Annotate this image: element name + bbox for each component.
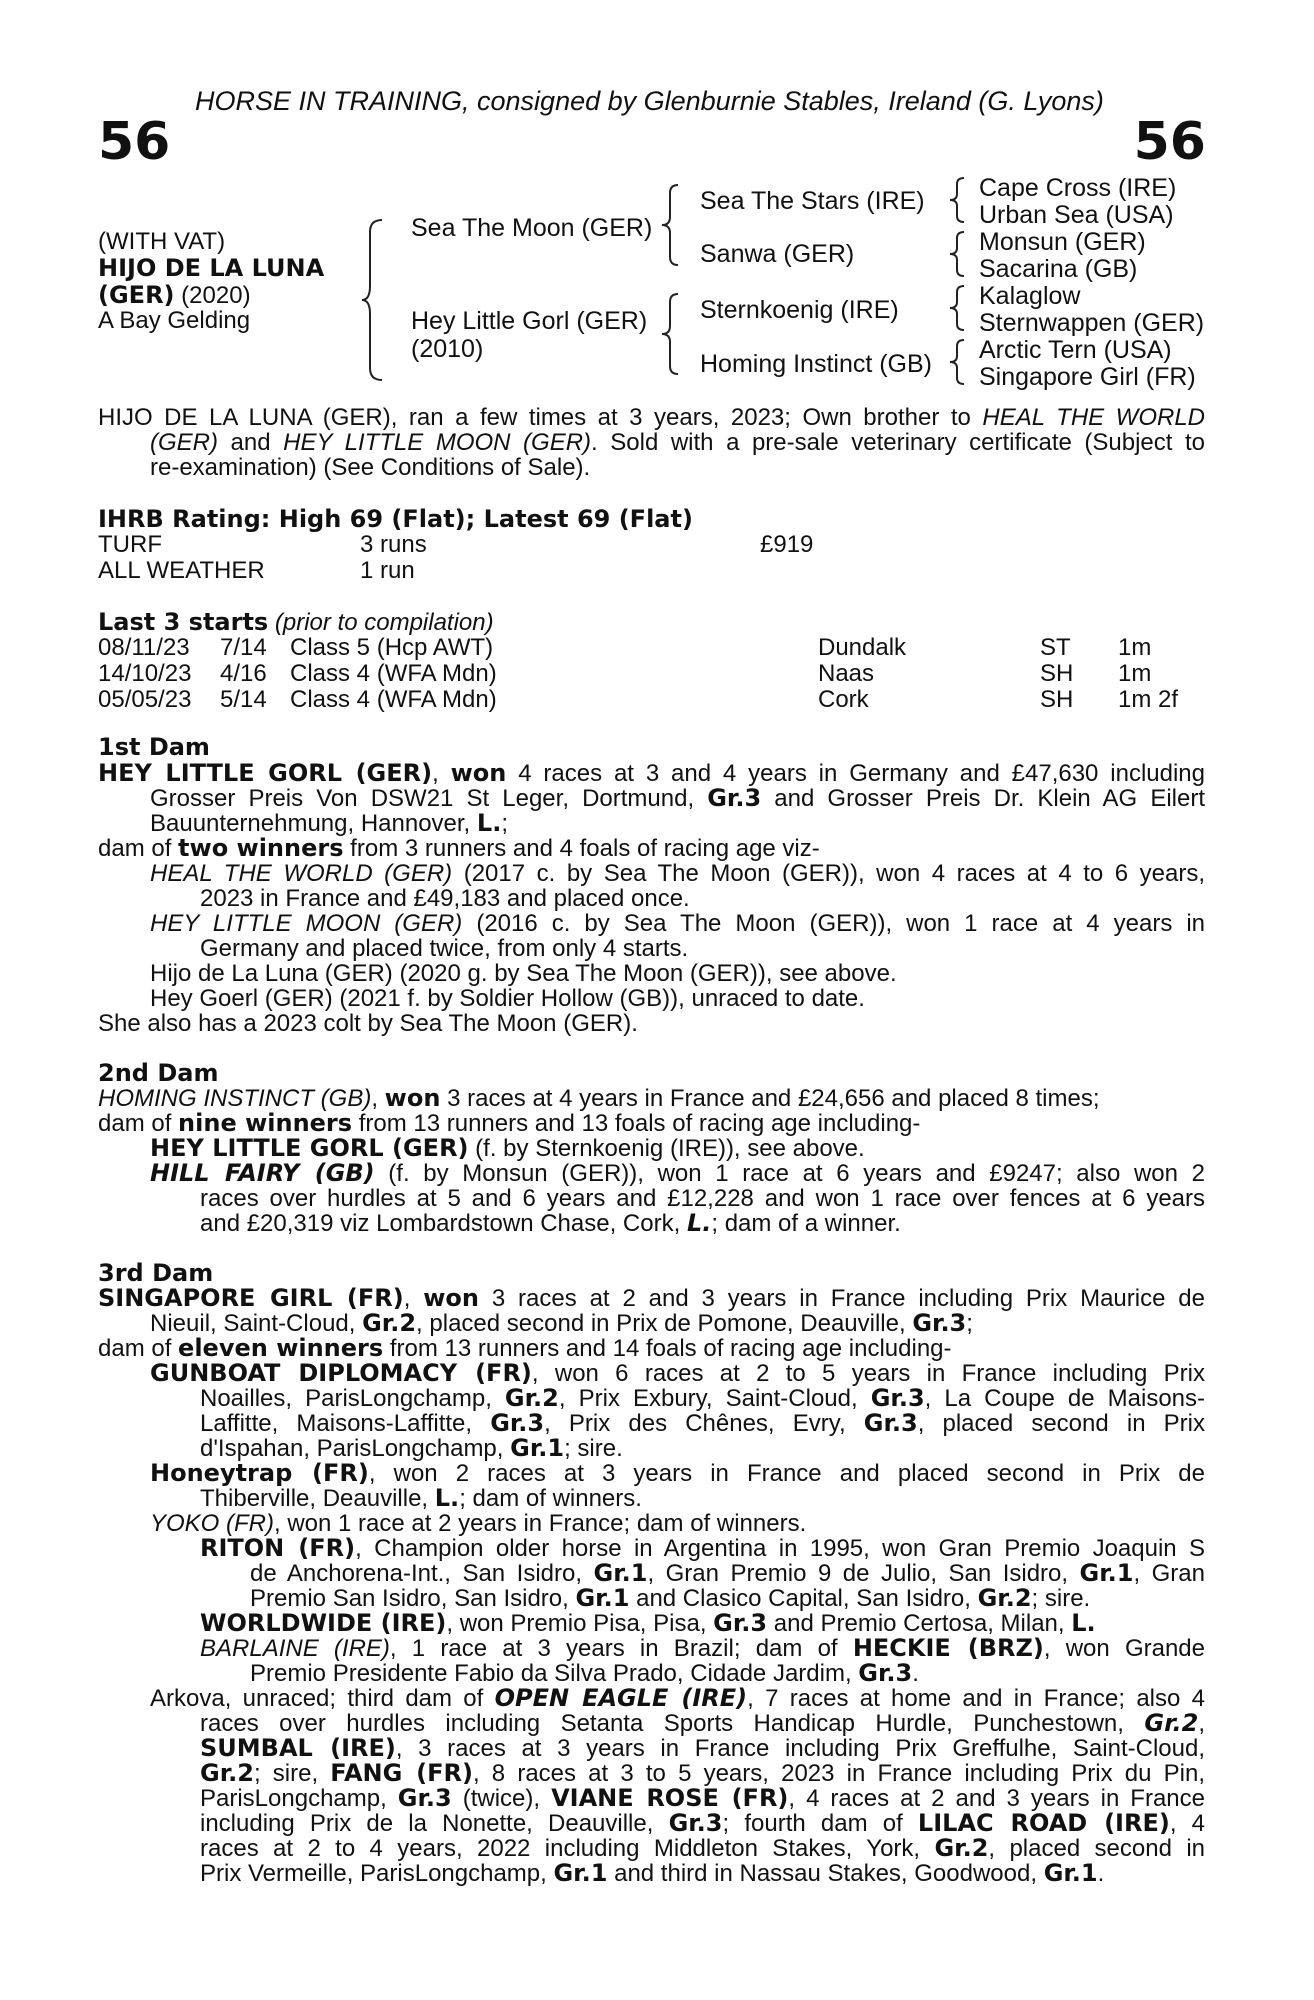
intro-text: HIJO DE LA LUNA (GER), ran a few times at 3 years, 2023; Own brother to <box>98 404 983 431</box>
horse-year: (2020) <box>174 282 251 309</box>
pedigree-sire: Sea The Moon (GER) <box>411 214 653 242</box>
text: including Prix de la Nonette, Deauville, <box>200 1810 669 1837</box>
dam1-heading: 1st Dam <box>98 733 210 761</box>
offspring-name: SUMBAL (IRE) <box>200 1734 396 1762</box>
grade: Gr.1 <box>575 1584 630 1612</box>
offspring-name: OPEN EAGLE (IRE) <box>494 1684 748 1712</box>
offspring-name: VIANE ROSE (FR) <box>551 1784 789 1812</box>
intro-line-3: re-examination) (See Conditions of Sale). <box>150 454 591 481</box>
dam3-line <box>98 1286 1205 1312</box>
dam1-line <box>150 786 1205 812</box>
text: , won 2 races at 3 years in France and placed second in Prix de <box>368 1460 1206 1487</box>
dam3-line <box>200 1711 1205 1737</box>
grade: Gr.2 <box>362 1309 417 1337</box>
pedigree-dss: Kalaglow <box>979 282 1081 310</box>
text: , <box>1198 1710 1205 1737</box>
text: ParisLongchamp, <box>200 1785 398 1812</box>
sibling-name: HEAL THE WORLD <box>982 404 1205 431</box>
offspring-name: FANG (FR) <box>330 1759 473 1787</box>
dam2-line <box>98 1111 920 1137</box>
grade: Gr.2 <box>200 1759 254 1787</box>
won-label: won <box>423 1284 479 1312</box>
offspring-name: RITON (FR) <box>200 1534 356 1562</box>
dam-name: HOMING INSTINCT (GB) <box>98 1085 372 1112</box>
intro-text: . Sold with a pre-sale veterinary certificate (Subject to <box>591 429 1205 456</box>
dam1-line <box>150 861 1205 887</box>
grade: Gr.2 <box>977 1584 1032 1612</box>
text: races over hurdles including Setanta Sports Handicap Hurdle, Punchestown, <box>200 1710 1145 1737</box>
dam1-line: Germany and placed twice, from only 4 starts. <box>200 935 689 962</box>
grade: Gr.3 <box>397 1784 452 1812</box>
text: ; sire. <box>564 1435 623 1462</box>
text: , 4 races at 2 and 3 years in France <box>788 1785 1205 1812</box>
start-class: Class 5 (Hcp AWT) <box>290 634 494 661</box>
text: 3 races at 2 and 3 years in France including Prix Maurice de <box>479 1285 1205 1312</box>
horse-description: A Bay Gelding <box>98 307 251 334</box>
text: , Prix Exbury, Saint-Cloud, <box>558 1385 871 1412</box>
text: Laffitte, Maisons-Laffitte, <box>200 1410 491 1437</box>
intro-text: and <box>218 429 284 456</box>
dam2-line <box>98 1086 1099 1112</box>
text: ; <box>966 1310 973 1337</box>
text: , 3 races at 3 years in France including Prix Greffulhe, Saint-Cloud, <box>395 1735 1205 1762</box>
text: , won Premio Pisa, Pisa, <box>446 1610 714 1637</box>
start-distance: 1m <box>1118 634 1152 661</box>
grade: L. <box>686 1209 712 1237</box>
sibling-name: HEY LITTLE MOON (GER) <box>283 429 592 456</box>
dam3-line <box>150 1686 1205 1712</box>
dam3-line <box>150 1461 1205 1487</box>
text: dam of <box>98 1110 179 1137</box>
dam3-line <box>150 1511 806 1537</box>
pedigree-dds: Arctic Tern (USA) <box>979 336 1172 364</box>
dam1-line: Hijo de La Luna (GER) (2020 g. by Sea The Moon (GER)), see above. <box>150 960 897 987</box>
pedigree-brace-sd <box>948 230 976 280</box>
grade: Gr.2 <box>1144 1709 1199 1737</box>
pedigree-ddd: Singapore Girl (FR) <box>979 363 1196 391</box>
pedigree-dam-dam: Homing Instinct (GB) <box>700 350 933 378</box>
dam3-line <box>200 1486 642 1512</box>
text: and Premio Certosa, Milan, <box>767 1610 1072 1637</box>
text: ; <box>501 810 508 837</box>
grade: L. <box>476 809 502 837</box>
grade: Gr.2 <box>934 1834 989 1862</box>
dam3-line <box>150 1361 1205 1387</box>
grade: L. <box>434 1484 460 1512</box>
offspring-name: WORLDWIDE (IRE) <box>200 1609 447 1637</box>
start-course: Naas <box>818 660 875 687</box>
start-date: 14/10/23 <box>98 660 192 687</box>
rating-runs-aw: 1 run <box>360 557 415 584</box>
intro-line-2 <box>150 430 1205 456</box>
start-going: SH <box>1040 660 1074 687</box>
rating-runs-turf: 3 runs <box>360 531 427 558</box>
grade: Gr.1 <box>510 1434 565 1462</box>
grade: Gr.3 <box>863 1409 918 1437</box>
intro-line-1 <box>98 405 1205 431</box>
pedigree-sdd: Sacarina (GB) <box>979 255 1138 283</box>
start-pos: 4/16 <box>220 660 267 687</box>
offspring-name: HILL FAIRY (GB) <box>150 1159 375 1187</box>
text: and Grosser Preis Dr. Klein AG Eilert <box>761 785 1205 812</box>
grade: Gr.2 <box>504 1384 559 1412</box>
dam3-line <box>250 1586 1090 1612</box>
dam2-heading: 2nd Dam <box>98 1059 219 1087</box>
dam2-line <box>150 1161 1205 1187</box>
grade: Gr.3 <box>668 1809 723 1837</box>
pedigree-dam-sire: Sternkoenig (IRE) <box>700 296 899 324</box>
text: d'Ispahan, ParisLongchamp, <box>200 1435 511 1462</box>
start-distance: 1m 2f <box>1118 686 1179 713</box>
grade: Gr.3 <box>870 1384 925 1412</box>
won-label: won <box>384 1084 441 1112</box>
dam3-line <box>200 1736 1205 1762</box>
vat-note: (WITH VAT) <box>98 228 226 255</box>
text: , <box>432 760 451 787</box>
rating-prize-turf: £919 <box>760 531 814 558</box>
offspring-name: HEAL THE WORLD (GER) <box>150 860 453 887</box>
text: , 8 races at 3 to 5 years, 2023 in France including Prix du Pin, <box>472 1760 1206 1787</box>
text: from 3 runners and 4 foals of racing age viz- <box>343 835 820 862</box>
text: . <box>912 1660 919 1687</box>
pedigree-brace-dam <box>660 292 690 377</box>
text: Noailles, ParisLongchamp, <box>200 1385 505 1412</box>
text: ; sire, <box>253 1760 331 1787</box>
text: Premio San Isidro, San Isidro, <box>250 1585 576 1612</box>
offspring-name: HEY LITTLE MOON (GER) <box>150 910 463 937</box>
pedigree-ssd: Urban Sea (USA) <box>979 201 1174 229</box>
dam3-line <box>200 1436 623 1462</box>
dam1-line <box>150 811 508 837</box>
dam1-line: Hey Goerl (GER) (2021 f. by Soldier Hollow (GB)), unraced to date. <box>150 985 865 1012</box>
pedigree-dam: Hey Little Gorl (GER) <box>411 307 648 335</box>
starts-title: Last 3 starts <box>98 608 269 636</box>
text: de Anchorena-Int., San Isidro, <box>250 1560 594 1587</box>
text: Prix Vermeille, ParisLongchamp, <box>200 1860 554 1887</box>
text: Nieuil, Saint-Cloud, <box>150 1310 363 1337</box>
dam1-line: 2023 in France and £49,183 and placed once. <box>200 885 690 912</box>
text: , won 1 race at 2 years in France; dam of winners. <box>274 1510 807 1537</box>
start-date: 05/05/23 <box>98 686 192 713</box>
text: ; fourth dam of <box>722 1810 918 1837</box>
start-going: ST <box>1040 634 1071 661</box>
text: , <box>371 1085 385 1112</box>
dam2-line <box>200 1211 901 1237</box>
text: from 13 runners and 14 foals of racing age including- <box>383 1335 952 1362</box>
grade: Gr.1 <box>1043 1859 1098 1887</box>
text: ; dam of winners. <box>459 1485 642 1512</box>
dam3-line <box>200 1411 1205 1437</box>
pedigree-dam-year: (2010) <box>411 335 484 363</box>
dam3-line <box>200 1386 1205 1412</box>
text: ; sire. <box>1031 1585 1091 1612</box>
grade: Gr.3 <box>713 1609 768 1637</box>
rating-title: IHRB Rating: High 69 (Flat); Latest 69 (Flat) <box>98 505 693 533</box>
text: , Gran Premio 9 de Julio, San Isidro, <box>647 1560 1080 1587</box>
grade: Gr.1 <box>1079 1559 1134 1587</box>
dam3-line <box>200 1811 1205 1837</box>
text: ; dam of a winner. <box>711 1210 901 1237</box>
text: and third in Nassau Stakes, Goodwood, <box>607 1860 1044 1887</box>
pedigree-brace-dd <box>948 338 976 388</box>
text: races at 2 to 4 years, 2022 including Middleton Stakes, York, <box>200 1835 935 1862</box>
grade: Gr.1 <box>593 1559 648 1587</box>
start-course: Dundalk <box>818 634 907 661</box>
text: , 1 race at 3 years in Brazil; dam of <box>389 1635 853 1662</box>
winners-count: eleven winners <box>178 1334 384 1362</box>
horse-name: HIJO DE LA LUNA <box>98 254 325 282</box>
grade: L. <box>1071 1609 1096 1637</box>
text: (f. by Sternkoenig (IRE)), see above. <box>468 1135 865 1162</box>
grade: Gr.3 <box>858 1659 913 1687</box>
text: Grosser Preis Von DSW21 St Leger, Dortmund, <box>150 785 708 812</box>
starts-title-line <box>98 608 494 637</box>
text: , won Grande <box>1043 1635 1206 1662</box>
pedigree-brace-ss <box>948 176 976 226</box>
pedigree-brace-sire <box>660 183 690 268</box>
text: , <box>403 1285 424 1312</box>
offspring-name: YOKO (FR) <box>150 1510 274 1537</box>
lot-number-right: 56 <box>1133 112 1206 172</box>
pedigree-brace-ds <box>948 284 976 334</box>
dam3-heading: 3rd Dam <box>98 1259 214 1287</box>
start-pos: 7/14 <box>220 634 267 661</box>
winners-count: nine winners <box>178 1109 353 1137</box>
offspring-name: HEY LITTLE GORL (GER) <box>150 1134 469 1162</box>
horse-origin-line <box>98 281 251 310</box>
text: , placed second in Prix de Pomone, Deauville, <box>416 1310 913 1337</box>
start-distance: 1m <box>1118 660 1152 687</box>
start-course: Cork <box>818 686 869 713</box>
text: Arkova, unraced; third dam of <box>150 1685 495 1712</box>
text: 3 races at 4 years in France and £24,656 and placed 8 times; <box>440 1085 1100 1112</box>
text: . <box>1097 1860 1105 1887</box>
dam3-line <box>150 1311 973 1337</box>
offspring-name: GUNBOAT DIPLOMACY (FR) <box>150 1359 532 1387</box>
grade: Gr.3 <box>490 1409 545 1437</box>
text: , won 6 races at 2 to 5 years in France including Prix <box>531 1360 1205 1387</box>
text: , 7 races at home and in France; also 4 <box>747 1685 1205 1712</box>
text: 4 races at 3 and 4 years in Germany and £47,630 including <box>506 760 1205 787</box>
text: Bauunternehmung, Hannover, <box>150 810 477 837</box>
dam1-line <box>150 911 1205 937</box>
text: , Champion older horse in Argentina in 1995, won Gran Premio Joaquin S <box>355 1535 1206 1562</box>
grade: Gr.3 <box>707 784 762 812</box>
pedigree-sire-dam: Sanwa (GER) <box>700 240 855 268</box>
dam3-line <box>200 1861 1104 1887</box>
rating-surface-turf: TURF <box>98 531 162 558</box>
horse-origin: (GER) <box>98 281 175 309</box>
text: , placed second in <box>988 1835 1205 1862</box>
dam2-line: races over hurdles at 5 and 6 years and £12,228 and won 1 race over fences at 6 years <box>200 1185 1205 1212</box>
pedigree-dsd: Sternwappen (GER) <box>979 309 1205 337</box>
grade: Gr.1 <box>553 1859 608 1887</box>
pedigree-sss: Cape Cross (IRE) <box>979 174 1177 202</box>
start-class: Class 4 (WFA Mdn) <box>290 686 497 713</box>
dam3-line <box>250 1661 919 1687</box>
start-going: SH <box>1040 686 1074 713</box>
text: dam of <box>98 835 179 862</box>
dam3-line <box>200 1836 1205 1862</box>
text: (2016 c. by Sea The Moon (GER)), won 1 race at 4 years in <box>462 910 1206 937</box>
starts-note: (prior to compilation) <box>268 609 494 636</box>
dam1-line: She also has a 2023 colt by Sea The Moon (GER). <box>98 1010 638 1037</box>
dam3-line <box>98 1336 952 1362</box>
dam3-line <box>200 1786 1205 1812</box>
text: (2017 c. by Sea The Moon (GER)), won 4 races at 4 to 6 years, <box>452 860 1206 887</box>
text: from 13 runners and 13 foals of racing age including- <box>352 1110 921 1137</box>
lot-number-left: 56 <box>98 112 171 172</box>
text: (twice), <box>451 1785 552 1812</box>
offspring-name: Honeytrap (FR) <box>150 1459 369 1487</box>
grade: Gr.3 <box>912 1309 967 1337</box>
text: , 4 <box>1169 1810 1205 1837</box>
dam3-line <box>200 1611 1096 1637</box>
dam3-line <box>200 1761 1205 1787</box>
pedigree-sds: Monsun (GER) <box>979 228 1146 256</box>
text: (f. by Monsun (GER)), won 1 race at 6 years and £9247; also won 2 <box>374 1160 1205 1187</box>
start-pos: 5/14 <box>220 686 267 713</box>
page-header: HORSE IN TRAINING, consigned by Glenburnie Stables, Ireland (G. Lyons) <box>195 86 1104 116</box>
start-class: Class 4 (WFA Mdn) <box>290 660 497 687</box>
dam3-line <box>200 1536 1205 1562</box>
text: and £20,319 viz Lombardstown Chase, Cork, <box>200 1210 687 1237</box>
dam-name: HEY LITTLE GORL (GER) <box>98 759 433 787</box>
dam3-line <box>200 1636 1205 1662</box>
text: , La Coupe de Maisons- <box>924 1385 1205 1412</box>
offspring-name: LILAC ROAD (IRE) <box>917 1809 1170 1837</box>
start-date: 08/11/23 <box>98 634 190 661</box>
sibling-origin: (GER) <box>150 429 218 456</box>
dam1-line <box>98 836 820 862</box>
dam1-line <box>98 761 1205 787</box>
rating-surface-aw: ALL WEATHER <box>98 557 265 584</box>
dam2-line <box>150 1136 865 1162</box>
pedigree-brace-main <box>360 218 400 383</box>
won-label: won <box>450 759 507 787</box>
text: Premio Presidente Fabio da Silva Prado, Cidade Jardim, <box>250 1660 859 1687</box>
dam-name: SINGAPORE GIRL (FR) <box>98 1284 404 1312</box>
dam3-line <box>250 1561 1205 1587</box>
text: , placed second in Prix <box>917 1410 1205 1437</box>
text: , Gran <box>1133 1560 1205 1587</box>
text: and Clasico Capital, San Isidro, <box>629 1585 978 1612</box>
text: dam of <box>98 1335 179 1362</box>
text: , Prix des Chênes, Evry, <box>544 1410 864 1437</box>
pedigree-sire-sire: Sea The Stars (IRE) <box>700 187 925 215</box>
offspring-name: HECKIE (BRZ) <box>852 1634 1044 1662</box>
winners-count: two winners <box>178 834 344 862</box>
offspring-name: BARLAINE (IRE) <box>200 1635 390 1662</box>
text: Thiberville, Deauville, <box>200 1485 435 1512</box>
